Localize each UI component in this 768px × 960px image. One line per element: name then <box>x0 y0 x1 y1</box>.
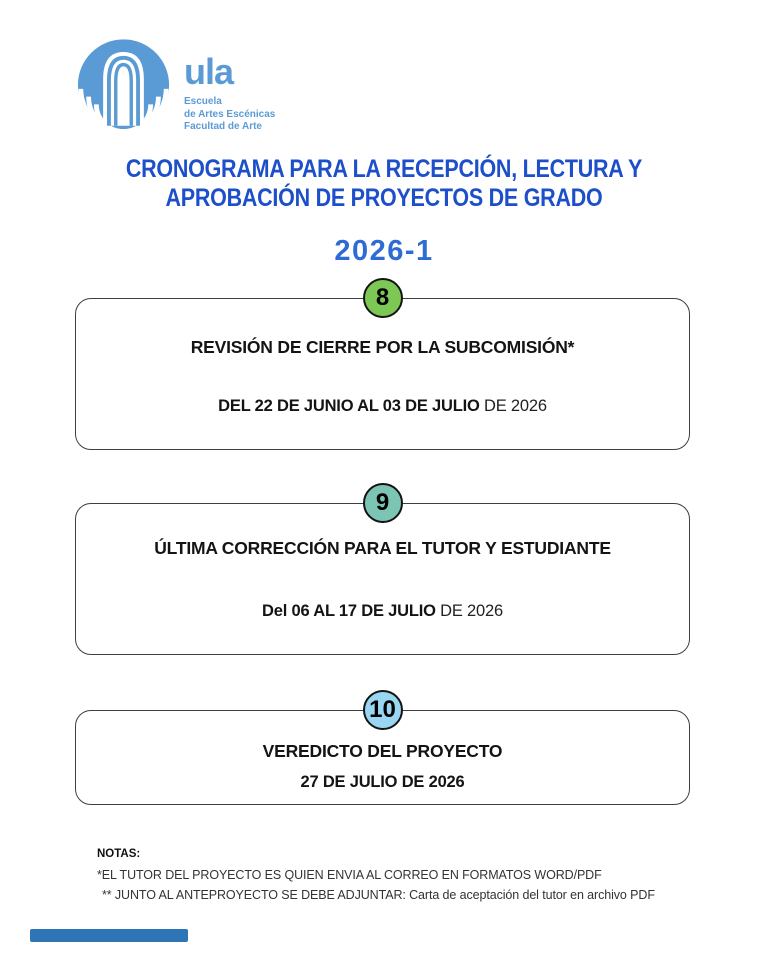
step-badge-10: 10 <box>363 690 403 730</box>
note-item: ** JUNTO AL ANTEPROYECTO SE DEBE ADJUNTAR: Carta de aceptación del tutor en archivo PDF <box>102 888 655 902</box>
schedule-card-8 <box>75 284 690 450</box>
notes-heading: NOTAS: <box>97 848 141 860</box>
card-date <box>76 397 689 416</box>
card-date-bold: 27 DE JULIO DE 2026 <box>300 773 465 791</box>
card-date <box>76 773 689 792</box>
logo-school-line3: Facultad de Arte <box>184 121 262 132</box>
schedule-card-10 <box>75 696 690 805</box>
step-badge-8: 8 <box>363 278 403 318</box>
card-title: REVISIÓN DE CIERRE POR LA SUBCOMISIÓN* <box>190 337 575 357</box>
logo-text-block <box>184 51 276 134</box>
logo-school-line2: de Artes Escénicas <box>184 108 276 120</box>
schedule-card-9 <box>75 489 690 655</box>
card-date-bold: DEL 22 DE JUNIO AL 03 DE JULIO <box>218 397 480 415</box>
logo-brand: ula <box>184 51 234 92</box>
ula-logo-icon <box>75 35 172 135</box>
page-title <box>54 155 714 213</box>
note-item: *EL TUTOR DEL PROYECTO ES QUIEN ENVIA AL CORREO EN FORMATOS WORD/PDF <box>97 868 602 882</box>
page-title-line1: CRONOGRAMA PARA LA RECEPCIÓN, LECTURA Y <box>125 155 643 183</box>
card-date-bold: Del 06 AL 17 DE JULIO <box>262 602 436 620</box>
card-title: VEREDICTO DEL PROYECTO <box>262 741 503 761</box>
page-title-line2: APROBACIÓN DE PROYECTOS DE GRADO <box>165 184 603 212</box>
footer-bar <box>30 929 188 942</box>
logo-school-line1: Escuela <box>184 96 222 107</box>
step-badge-9: 9 <box>363 483 403 523</box>
term-label: 2026-1 <box>334 235 434 267</box>
card-date-rest: DE 2026 <box>435 602 503 620</box>
card-date <box>76 602 689 621</box>
card-date-rest: DE 2026 <box>479 397 547 415</box>
card-title: ÚLTIMA CORRECCIÓN PARA EL TUTOR Y ESTUDIANTE <box>154 538 611 558</box>
notes-section <box>97 848 717 905</box>
